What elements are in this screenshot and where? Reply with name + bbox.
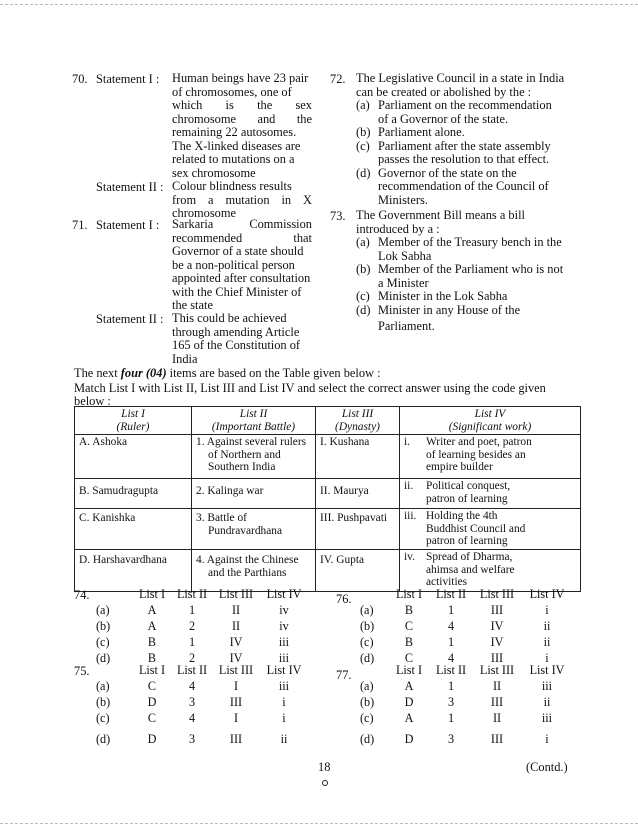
q72-option-c[interactable] <box>356 140 576 167</box>
q72-option-d[interactable] <box>356 167 576 208</box>
cell-battle: 3. Battle of Pundravardhana <box>192 509 316 550</box>
text-line: from a mutation in X <box>172 192 312 207</box>
q75-option-a[interactable]: (a) C 4 I iii <box>96 678 290 693</box>
option-label: (b) <box>356 125 371 139</box>
cell-work: Writer and poet, patron of learning besides an empire builder <box>422 435 581 479</box>
q76-option-a[interactable]: (a) B 1 III i <box>360 602 549 617</box>
text-line: 165 of the Constitution of <box>172 338 301 352</box>
option-label: (a) <box>356 98 370 112</box>
cell-battle: 2. Kalinga war <box>192 479 316 509</box>
text-line: recommended that <box>172 230 312 245</box>
intro-text: items are based on the Table given below : <box>166 366 381 380</box>
page-dot <box>322 780 328 786</box>
grid-header-row: List I List II List III List IV <box>138 586 302 601</box>
top-scan-edge <box>0 4 638 5</box>
text-line: The Government Bill means a bill <box>356 208 525 222</box>
q73-option-b[interactable] <box>356 263 576 290</box>
table-header-row <box>75 407 581 435</box>
grid-header-row: List I List II List III List IV <box>395 662 565 677</box>
page-number: 18 <box>318 760 331 774</box>
q70-s1-label: Statement I : <box>96 72 160 86</box>
q76-number: 76. <box>336 592 352 606</box>
grid-header-row: List I List II List III List IV <box>395 586 565 601</box>
cell-work: Holding the 4th Buddhist Council and patron of learning <box>422 509 581 550</box>
q76-option-b[interactable]: (b) C 4 IV ii <box>360 618 551 633</box>
cell-work-num: ii. <box>400 479 423 509</box>
cell-work-num: iii. <box>400 509 423 550</box>
grid-header-row: List I List II List III List IV <box>138 662 302 677</box>
text-line: India <box>172 351 198 366</box>
q75-option-d[interactable]: (d) D 3 III ii <box>96 731 288 746</box>
cell-work: Spread of Dharma, ahimsa and welfare activities <box>422 549 581 591</box>
intro-line-1 <box>74 366 381 381</box>
q76-option-c[interactable]: (c) B 1 IV ii <box>360 634 551 649</box>
matching-table <box>74 406 581 592</box>
cell-work: Political conquest, patron of learning <box>422 479 581 509</box>
text-line: Parliament on the recommendation <box>378 98 552 112</box>
q71-s1-text <box>172 218 312 313</box>
q77-answer-grid <box>360 662 572 752</box>
intro-text: The next <box>74 366 121 380</box>
text-line: appointed after consultation <box>172 271 311 285</box>
text-line: Ministers. <box>378 192 428 207</box>
cell-dynasty: III. Pushpavati <box>316 509 400 550</box>
option-label: (c) <box>356 289 370 303</box>
q72-option-a[interactable] <box>356 99 576 126</box>
cell-battle: 1. Against several rulers of Northern and Southern India <box>192 435 316 479</box>
q74-answer-grid <box>96 586 308 666</box>
q77-number: 77. <box>336 668 352 682</box>
text-line: Parliament after the state assembly <box>378 138 551 153</box>
q75-option-c[interactable]: (c) C 4 I i <box>96 710 286 725</box>
q72-option-b[interactable] <box>356 126 576 140</box>
q74-option-a[interactable]: (a) A 1 II iv <box>96 602 289 617</box>
q74-option-c[interactable]: (c) B 1 IV iii <box>96 634 290 649</box>
text-line: Lok Sabha <box>378 248 432 263</box>
text-line: Parliament. <box>378 319 435 333</box>
q73-option-c[interactable] <box>356 290 576 304</box>
intro-emphasis: four (04) <box>120 366 167 380</box>
q73-stem <box>356 209 576 236</box>
text-line: This could be achieved <box>172 311 287 325</box>
option-label: (d) <box>356 302 371 317</box>
q76-option-d[interactable]: (d) C 4 III i <box>360 650 549 665</box>
cell-dynasty: II. Maurya <box>316 479 400 509</box>
q72-options <box>356 99 576 207</box>
contd-label: (Contd.) <box>526 760 568 774</box>
text-line: which is the sex <box>172 98 312 112</box>
q71-s2-text <box>172 312 312 366</box>
q72-stem <box>356 72 576 99</box>
q74-option-d[interactable]: (d) B 2 IV iii <box>96 650 290 665</box>
text-line: with the Chief Minister of <box>172 284 302 299</box>
text-line: The X-linked diseases are <box>172 138 301 153</box>
q73-number: 73. <box>330 209 346 223</box>
cell-ruler: D. Harshavardhana <box>75 549 192 591</box>
text-line: be a non-political person <box>172 257 295 272</box>
q74-option-b[interactable]: (b) A 2 II iv <box>96 618 289 633</box>
text-line: Parliament alone. <box>378 125 465 139</box>
q70-s2-text <box>172 180 312 221</box>
q73-option-a[interactable] <box>356 236 576 263</box>
intro-line-3: below : <box>74 394 111 408</box>
text-line: remaining 22 autosomes. <box>172 125 297 139</box>
bottom-scan-edge <box>0 823 638 824</box>
text-line: of a Governor of the state. <box>378 111 509 126</box>
text-line: can be created or abolished by the : <box>356 84 532 99</box>
q75-option-b[interactable]: (b) D 3 III i <box>96 694 286 709</box>
text-line: The Legislative Council in a state in India <box>356 71 565 85</box>
q76-answer-grid <box>360 586 572 666</box>
cell-work-num: i. <box>400 435 423 479</box>
q77-option-a[interactable]: (a) A 1 II iii <box>360 678 553 693</box>
text-line: of chromosomes, one of <box>172 84 292 99</box>
text-line: a Minister <box>378 275 429 290</box>
text-line: recommendation of the Council of <box>378 179 549 193</box>
q73-option-d[interactable] <box>356 304 576 334</box>
text-line: Minister in the Lok Sabha <box>378 289 508 303</box>
q77-option-b[interactable]: (b) D 3 III ii <box>360 694 551 709</box>
cell-work-num: iv. <box>400 549 423 591</box>
q72-number: 72. <box>330 72 346 86</box>
intro-line-2: Match List I with List II, List III and List IV and select the correct answer using the code given <box>74 381 546 395</box>
table-row <box>75 435 581 479</box>
text-line: the state <box>172 298 213 312</box>
table-row <box>75 479 581 509</box>
q71-s1-label: Statement I : <box>96 218 160 232</box>
text-line: Minister in any House of the <box>378 302 521 317</box>
q75-number: 75. <box>74 664 90 678</box>
text-line: through amending Article <box>172 324 300 339</box>
text-line: related to mutations on a <box>172 152 295 166</box>
cell-ruler: C. Kanishka <box>75 509 192 550</box>
option-label: (a) <box>356 235 370 249</box>
option-label: (b) <box>356 262 371 276</box>
q74-number: 74. <box>74 588 90 602</box>
text-line: Governor of the state on the <box>378 165 517 180</box>
q77-option-d[interactable]: (d) D 3 III i <box>360 731 549 746</box>
q75-answer-grid <box>96 662 308 752</box>
text-line: chromosome <box>172 206 237 220</box>
text-line: Member of the Parliament who is not <box>378 262 564 276</box>
q77-option-c[interactable]: (c) A 1 II iii <box>360 710 553 725</box>
cell-dynasty: I. Kushana <box>316 435 400 479</box>
option-label: (d) <box>356 165 371 180</box>
text-line: Member of the Treasury bench in the <box>378 235 562 249</box>
text-line: sex chromosome <box>172 165 256 180</box>
col-header-list4: List IV (Significant work) <box>400 407 581 435</box>
text-line: Colour blindness results <box>172 179 292 193</box>
cell-battle: 4. Against the Chinese and the Parthians <box>192 549 316 591</box>
q73-options <box>356 236 576 334</box>
cell-ruler: B. Samudragupta <box>75 479 192 509</box>
col-header-list1: List I (Ruler) <box>75 407 192 435</box>
text-line: passes the resolution to that effect. <box>378 152 550 166</box>
text-line: Governor of a state should <box>172 244 304 258</box>
q70-number: 70. <box>72 72 88 86</box>
q70-s1-text <box>172 72 312 180</box>
cell-ruler: A. Ashoka <box>75 435 192 479</box>
text-line: Human beings have 23 pair <box>172 71 309 85</box>
text-line: Sarkaria Commission <box>172 217 312 231</box>
q71-s2-label: Statement II : <box>96 312 164 326</box>
text-line: introduced by a : <box>356 221 440 236</box>
col-header-list3: List III (Dynasty) <box>316 407 400 435</box>
q70-s2-label: Statement II : <box>96 180 164 194</box>
cell-dynasty: IV. Gupta <box>316 549 400 591</box>
text-line: chromosome and the <box>172 111 312 126</box>
q71-number: 71. <box>72 218 88 232</box>
col-header-list2: List II (Important Battle) <box>192 407 316 435</box>
option-label: (c) <box>356 138 370 153</box>
table-row <box>75 509 581 550</box>
